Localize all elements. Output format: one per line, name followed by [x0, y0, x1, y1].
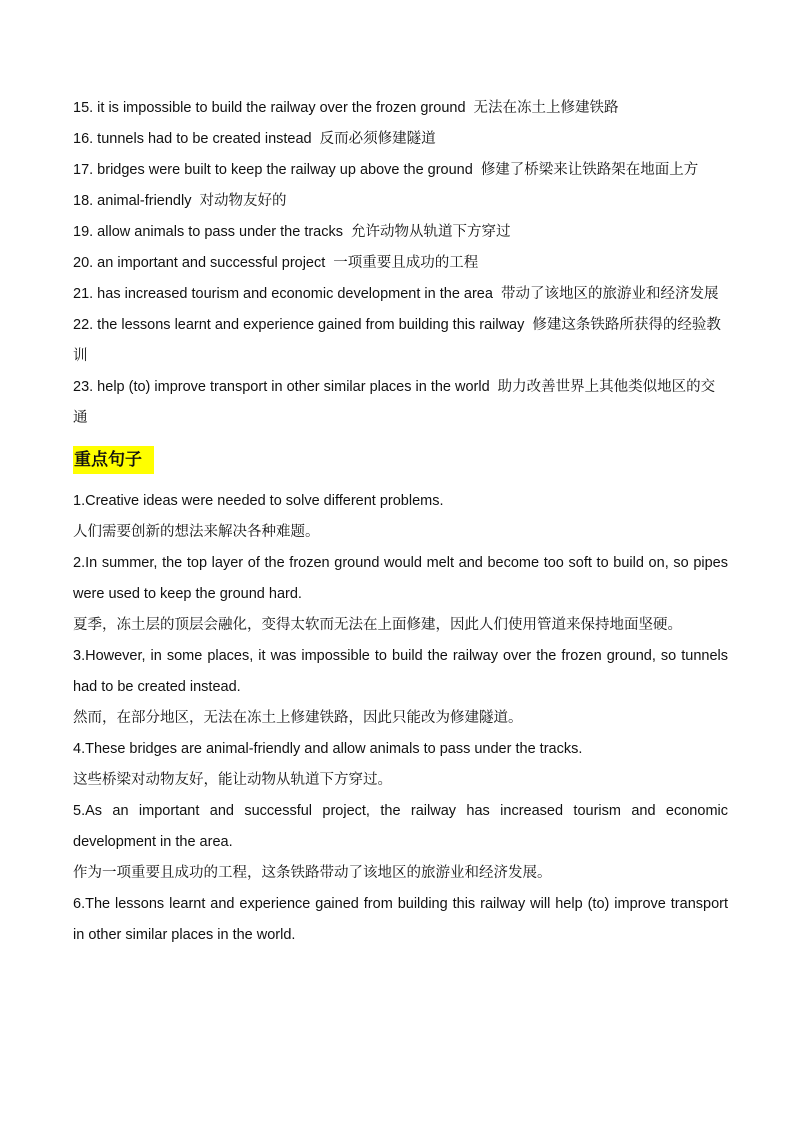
vocab-zh: 对动物友好的 [199, 193, 287, 209]
vocab-en: 23. help (to) improve transport in other similar places in the world [73, 379, 490, 395]
vocab-zh: 带动了该地区的旅游业和经济发展 [500, 286, 719, 302]
sentence-zh-3: 然而，在部分地区，无法在冻土上修建铁路，因此只能改为修建隧道。 [73, 710, 523, 726]
vocab-item-15 [73, 93, 728, 124]
vocab-zh: 无法在冻土上修建铁路 [473, 100, 619, 116]
vocab-item-17 [73, 155, 728, 186]
vocab-en: 22. the lessons learnt and experience gained from building this railway [73, 317, 525, 333]
vocab-zh: 助力改善世界上其他类似地区的交通 [73, 379, 716, 426]
sentence-en-5: 5.As an important and successful project, the railway has increased tourism and economic development in the area. [73, 803, 728, 850]
sentence-en-2: 2.In summer, the top layer of the frozen ground would melt and become too soft to build on, so pipes were used to keep the ground hard. [73, 555, 728, 602]
sentence-zh-2: 夏季，冻土层的顶层会融化，变得太软而无法在上面修建，因此人们使用管道来保持地面坚硬。 [73, 617, 682, 633]
vocab-item-16 [73, 124, 728, 155]
vocab-zh: 修建了桥梁来让铁路架在地面上方 [480, 162, 699, 178]
vocab-zh: 一项重要且成功的工程 [333, 255, 479, 271]
vocab-item-22 [73, 310, 728, 372]
vocab-item-19 [73, 217, 728, 248]
sentence-list [73, 486, 728, 951]
sentence-zh-4: 这些桥梁对动物友好，能让动物从轨道下方穿过。 [73, 772, 392, 788]
vocab-en: 20. an important and successful project [73, 255, 326, 271]
vocab-zh: 允许动物从轨道下方穿过 [351, 224, 511, 240]
vocab-en: 16. tunnels had to be created instead [73, 131, 312, 147]
vocab-list [73, 93, 728, 434]
vocab-en: 18. animal-friendly [73, 193, 192, 209]
sentence-zh-1: 人们需要创新的想法来解决各种难题。 [73, 524, 320, 540]
vocab-en: 17. bridges were built to keep the railway up above the ground [73, 162, 473, 178]
sentence-en-6: 6.The lessons learnt and experience gained from building this railway will help (to) improve transport in other similar places in the world. [73, 896, 728, 943]
sentence-en-3: 3.However, in some places, it was impossible to build the railway over the frozen ground, so tunnels had to be created instead. [73, 648, 728, 695]
vocab-item-18 [73, 186, 728, 217]
vocab-item-23 [73, 372, 728, 434]
document-page [73, 93, 728, 951]
sentence-zh-5: 作为一项重要且成功的工程，这条铁路带动了该地区的旅游业和经济发展。 [73, 865, 552, 881]
section-heading-wrap [73, 446, 728, 478]
vocab-en: 19. allow animals to pass under the tracks [73, 224, 343, 240]
vocab-item-20 [73, 248, 728, 279]
vocab-item-21 [73, 279, 728, 310]
sentence-en-4: 4.These bridges are animal-friendly and allow animals to pass under the tracks. [73, 741, 583, 757]
vocab-zh: 修建这条铁路所获得的经验教训 [73, 317, 721, 364]
sentence-en-1: 1.Creative ideas were needed to solve different problems. [73, 493, 444, 509]
section-heading: 重点句子 [73, 446, 154, 474]
vocab-en: 15. it is impossible to build the railway over the frozen ground [73, 100, 466, 116]
vocab-zh: 反而必须修建隧道 [319, 131, 436, 147]
vocab-en: 21. has increased tourism and economic development in the area [73, 286, 493, 302]
